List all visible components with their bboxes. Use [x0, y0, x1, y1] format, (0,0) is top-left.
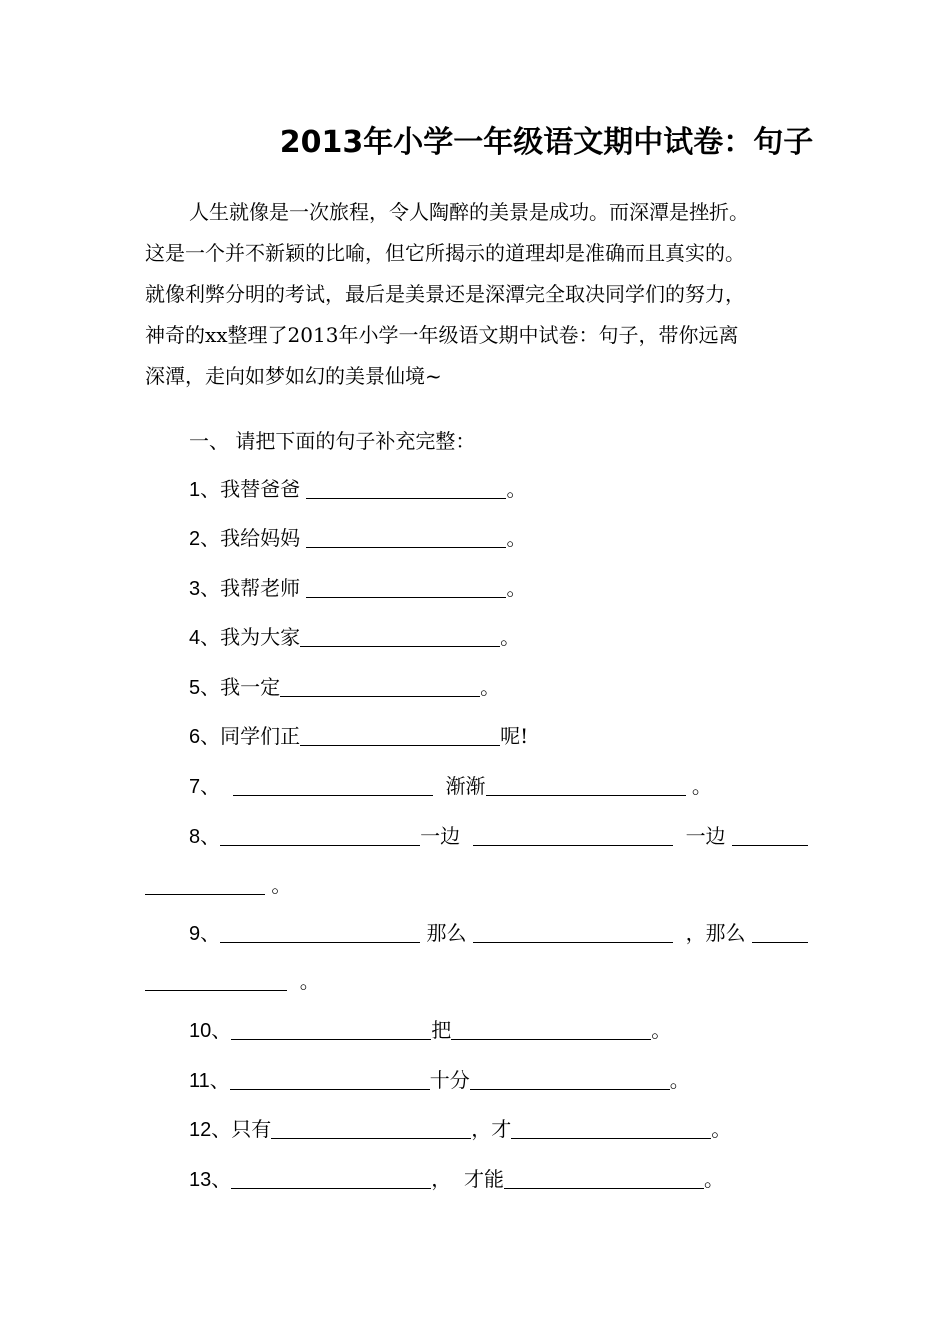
answer-blank[interactable] [145, 968, 287, 991]
question-text: 渐渐 [445, 774, 486, 798]
question-5 [189, 670, 500, 705]
intro-line: 就像利弊分明的考试，最后是美景还是深潭完全取决同学们的努力， [145, 282, 745, 306]
question-text: 我为大家 [220, 625, 301, 649]
question-text: 。 [500, 625, 521, 649]
question-text: 只有 [231, 1117, 272, 1141]
intro-line: 这是一个并不新颖的比喻，但它所揭示的道理却是准确而且真实的。 [145, 241, 745, 265]
question-number: 10、 [189, 1020, 232, 1042]
question-number: 12、 [189, 1119, 232, 1141]
question-text: 把 [431, 1018, 452, 1042]
answer-blank[interactable] [145, 872, 265, 895]
question-text: 。 [506, 477, 527, 501]
question-text: 才能 [463, 1167, 504, 1191]
question-number: 13、 [189, 1169, 232, 1191]
question-12 [189, 1112, 731, 1147]
question-number: 11、 [189, 1070, 230, 1092]
question-1 [189, 472, 526, 507]
question-text: 一边 [420, 824, 461, 848]
question-8 [189, 819, 808, 854]
answer-blank[interactable] [300, 624, 500, 647]
question-text: 。 [506, 526, 527, 550]
answer-blank[interactable] [306, 525, 506, 548]
intro-line: 人生就像是一次旅程，令人陶醉的美景是成功。而深潭是挫折。 [189, 200, 749, 224]
question-8-continued [145, 868, 291, 902]
question-text: 我替爸爸 [220, 477, 307, 501]
intro-paragraph [145, 192, 810, 397]
question-text: 同学们正 [220, 724, 301, 748]
answer-blank[interactable] [231, 1017, 431, 1040]
question-2 [189, 521, 526, 556]
question-number: 1、 [189, 479, 221, 501]
section-heading: 一、 请把下面的句子补充完整： [189, 429, 476, 453]
answer-blank[interactable] [473, 823, 673, 846]
answer-blank[interactable] [306, 575, 506, 598]
question-text: 。 [669, 1068, 690, 1092]
question-number: 5、 [189, 677, 221, 699]
answer-blank[interactable] [486, 773, 686, 796]
answer-blank[interactable] [231, 1166, 431, 1189]
answer-blank[interactable] [306, 476, 506, 499]
question-number: 9、 [189, 923, 221, 945]
answer-blank[interactable] [752, 920, 808, 943]
answer-blank[interactable] [230, 1067, 430, 1090]
question-text: 。 [299, 969, 320, 993]
question-7 [189, 769, 712, 804]
question-text: 。 [271, 873, 292, 897]
answer-blank[interactable] [504, 1166, 704, 1189]
question-9-continued [145, 964, 320, 998]
answer-blank[interactable] [300, 723, 500, 746]
question-11 [189, 1063, 690, 1098]
question-4 [189, 620, 520, 655]
intro-line: 神奇的xx整理了2013年小学一年级语文期中试卷：句子，带你远离 [145, 323, 739, 347]
answer-blank[interactable] [451, 1017, 651, 1040]
question-text: 。 [711, 1117, 732, 1141]
answer-blank[interactable] [473, 920, 673, 943]
question-text: 。 [480, 675, 501, 699]
question-10 [189, 1013, 671, 1048]
question-text: 。 [651, 1018, 672, 1042]
answer-blank[interactable] [233, 773, 433, 796]
question-text: 我帮老师 [220, 576, 307, 600]
question-text: 。 [703, 1167, 724, 1191]
question-text: 那么 [426, 921, 467, 945]
question-9 [189, 916, 808, 951]
answer-blank[interactable] [220, 920, 420, 943]
question-text: 我一定 [220, 675, 281, 699]
question-3 [189, 571, 526, 606]
intro-line: 深潭，走向如梦如幻的美景仙境~ [145, 364, 442, 388]
page-title: 2013年小学一年级语文期中试卷：句子 [279, 125, 814, 160]
question-number: 4、 [189, 627, 221, 649]
answer-blank[interactable] [511, 1116, 711, 1139]
question-text: 。 [506, 576, 527, 600]
answer-blank[interactable] [732, 823, 808, 846]
question-text: ， [431, 1167, 452, 1191]
question-text: ，那么 [685, 921, 746, 945]
question-text: 十分 [429, 1068, 470, 1092]
answer-blank[interactable] [271, 1116, 471, 1139]
question-text: 。 [691, 774, 712, 798]
question-text: 一边 [685, 824, 726, 848]
question-number: 2、 [189, 528, 221, 550]
question-text: 呢! [500, 724, 529, 748]
question-6 [189, 719, 528, 754]
question-number: 3、 [189, 578, 221, 600]
question-13 [189, 1162, 724, 1197]
question-text: ，才 [471, 1117, 512, 1141]
question-number: 7、 [189, 776, 221, 798]
question-number: 6、 [189, 726, 221, 748]
answer-blank[interactable] [220, 823, 420, 846]
question-number: 8、 [189, 826, 221, 848]
answer-blank[interactable] [280, 674, 480, 697]
question-text: 我给妈妈 [220, 526, 307, 550]
answer-blank[interactable] [470, 1067, 670, 1090]
